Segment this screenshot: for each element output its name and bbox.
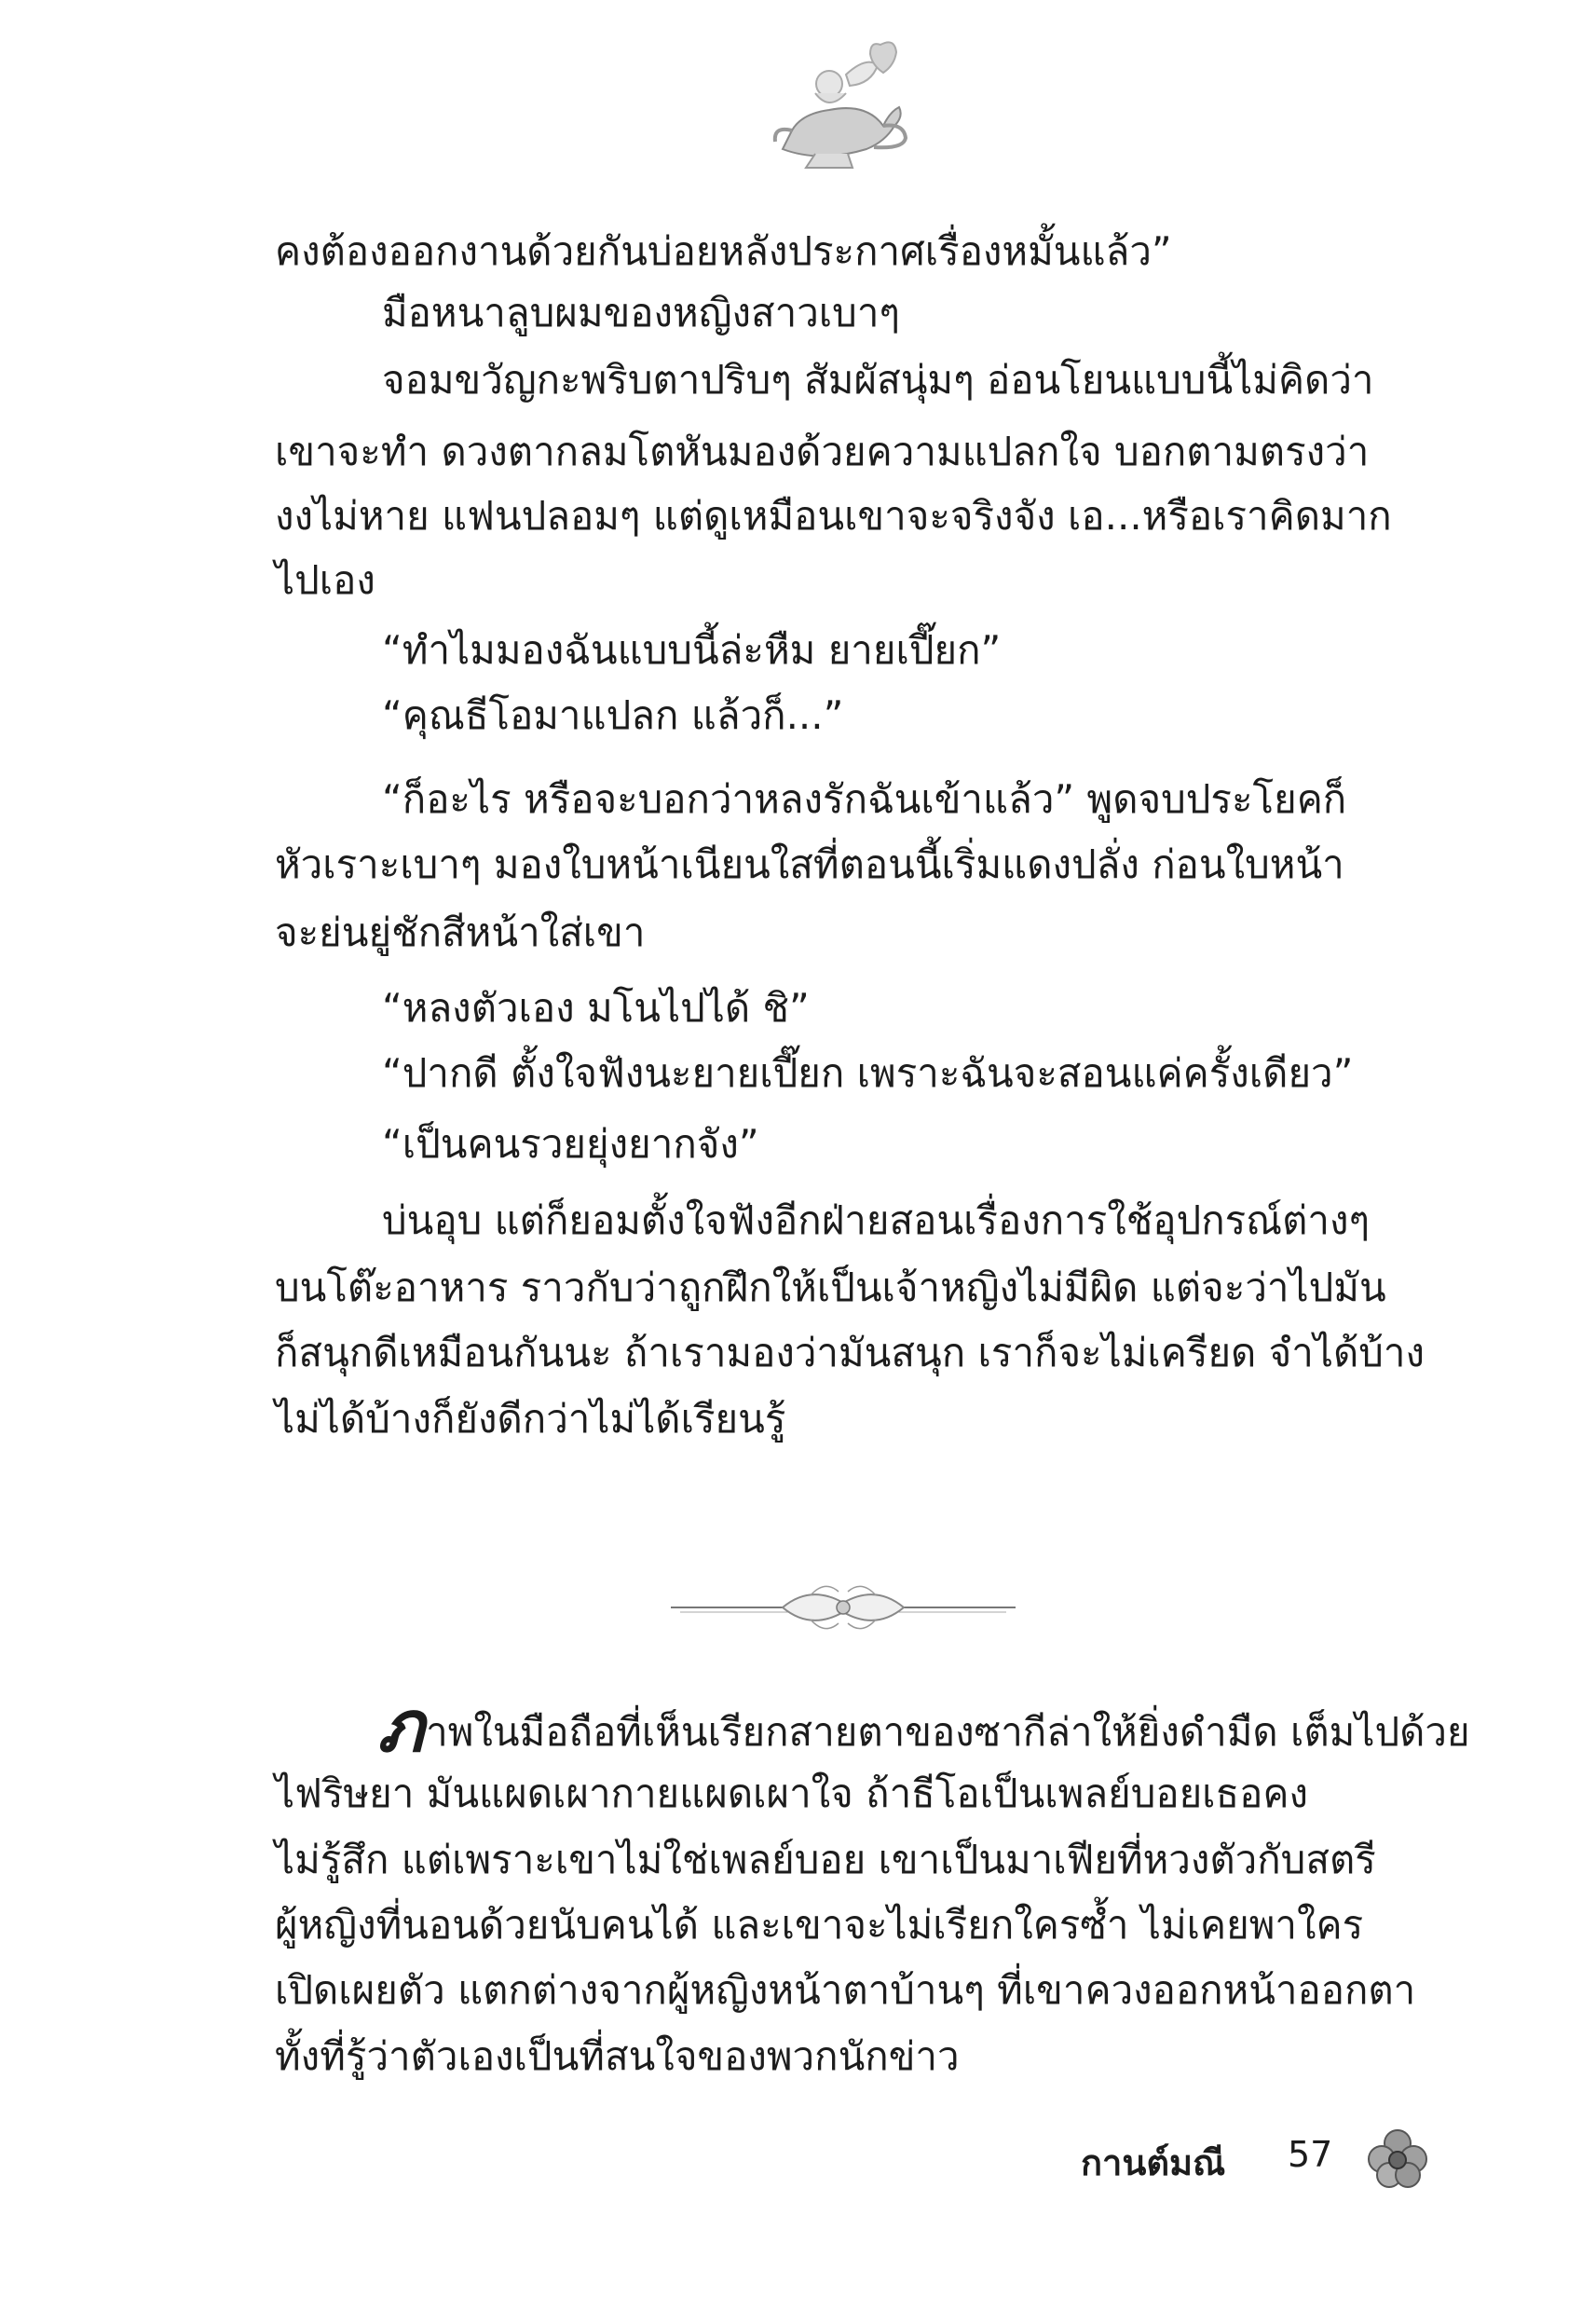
text-line: “ก็อะไร หรือจะบอกว่าหลงรักฉันเข้าแล้ว” พูดจบประโยคก็	[382, 776, 1347, 822]
text-line: บ่นอุบ แต่ก็ยอมตั้งใจฟังอีกฝ่ายสอนเรื่องการใช้อุปกรณ์ต่างๆ	[382, 1197, 1371, 1243]
text-line: “ปากดี ตั้งใจฟังนะยายเปี๊ยก เพราะฉันจะสอนแค่ครั้งเดียว”	[382, 1050, 1354, 1096]
text-line: บนโต๊ะอาหาร ราวกับว่าถูกฝึกให้เป็นเจ้าหญิงไม่มีผิด แต่จะว่าไปมัน	[275, 1265, 1386, 1310]
flower-icon	[1365, 2126, 1430, 2192]
text-line: หัวเราะเบาๆ มองใบหน้าเนียนใสที่ตอนนี้เริ่มแดงปลั่ง ก่อนใบหน้า	[275, 841, 1344, 887]
cupid-teapot-ornament-icon	[764, 37, 913, 177]
text-line: ก็สนุกดีเหมือนกันนะ ถ้าเรามองว่ามันสนุก เราก็จะไม่เครียด จำได้บ้าง	[275, 1330, 1425, 1375]
text-line: ทั้งที่รู้ว่าตัวเองเป็นที่สนใจของพวกนักข่าว	[275, 2033, 960, 2079]
text-line: าพในมือถือที่เห็นเรียกสายตาของซากีล่าให้ยิ่งดำมืด เต็มไปด้วย	[426, 1709, 1470, 1755]
scroll-divider-icon	[671, 1575, 1016, 1640]
text-line: งงไม่หาย แฟนปลอมๆ แต่ดูเหมือนเขาจะจริงจัง เอ...หรือเราคิดมาก	[275, 493, 1392, 539]
page-footer	[1053, 2126, 1425, 2192]
text-line: จะย่นยู่ชักสีหน้าใส่เขา	[275, 909, 646, 955]
text-line: ไม่รู้สึก แต่เพราะเขาไม่ใช่เพลย์บอย เขาเป็นมาเฟียที่หวงตัวกับสตรี	[275, 1837, 1376, 1882]
text-line: ไม่ได้บ้างก็ยังดีกว่าไม่ได้เรียนรู้	[275, 1396, 786, 1442]
text-line: เปิดเผยตัว แตกต่างจากผู้หญิงหน้าตาบ้านๆ ที่เขาควงออกหน้าออกตา	[275, 1967, 1416, 2013]
text-line: “เป็นคนรวยยุ่งยากจัง”	[382, 1121, 759, 1167]
book-title: กานต์มณี	[1081, 2142, 1226, 2183]
text-line: “คุณธีโอมาแปลก แล้วก็...”	[382, 692, 844, 738]
text-line: จอมขวัญกะพริบตาปริบๆ สัมผัสนุ่มๆ อ่อนโยนแบบนี้ไม่คิดว่า	[382, 357, 1374, 403]
text-line: ไฟริษยา มันแผดเผากายแผดเผาใจ ถ้าธีโอเป็นเพลย์บอยเธอคง	[275, 1771, 1309, 1816]
paragraph-first-line	[377, 1685, 1470, 1768]
text-line: เขาจะทำ ดวงตากลมโตหันมองด้วยความแปลกใจ บอกตามตรงว่า	[275, 429, 1370, 474]
text-line: ผู้หญิงที่นอนด้วยนับคนได้ และเขาจะไม่เรียกใครซ้ำ ไม่เคยพาใคร	[275, 1902, 1364, 1948]
page-number: 57	[1288, 2134, 1333, 2175]
text-line: “ทำไมมองฉันแบบนี้ล่ะหืม ยายเปี๊ยก”	[382, 627, 1002, 673]
text-line: ไปเอง	[275, 557, 375, 603]
text-line: มือหนาลูบผมของหญิงสาวเบาๆ	[382, 290, 900, 335]
text-line: “หลงตัวเอง มโนไปได้ ชิ”	[382, 985, 810, 1031]
text-line: คงต้องออกงานด้วยกันบ่อยหลังประกาศเรื่องหมั้นแล้ว”	[275, 228, 1172, 274]
drop-cap: ภ	[377, 1685, 425, 1768]
